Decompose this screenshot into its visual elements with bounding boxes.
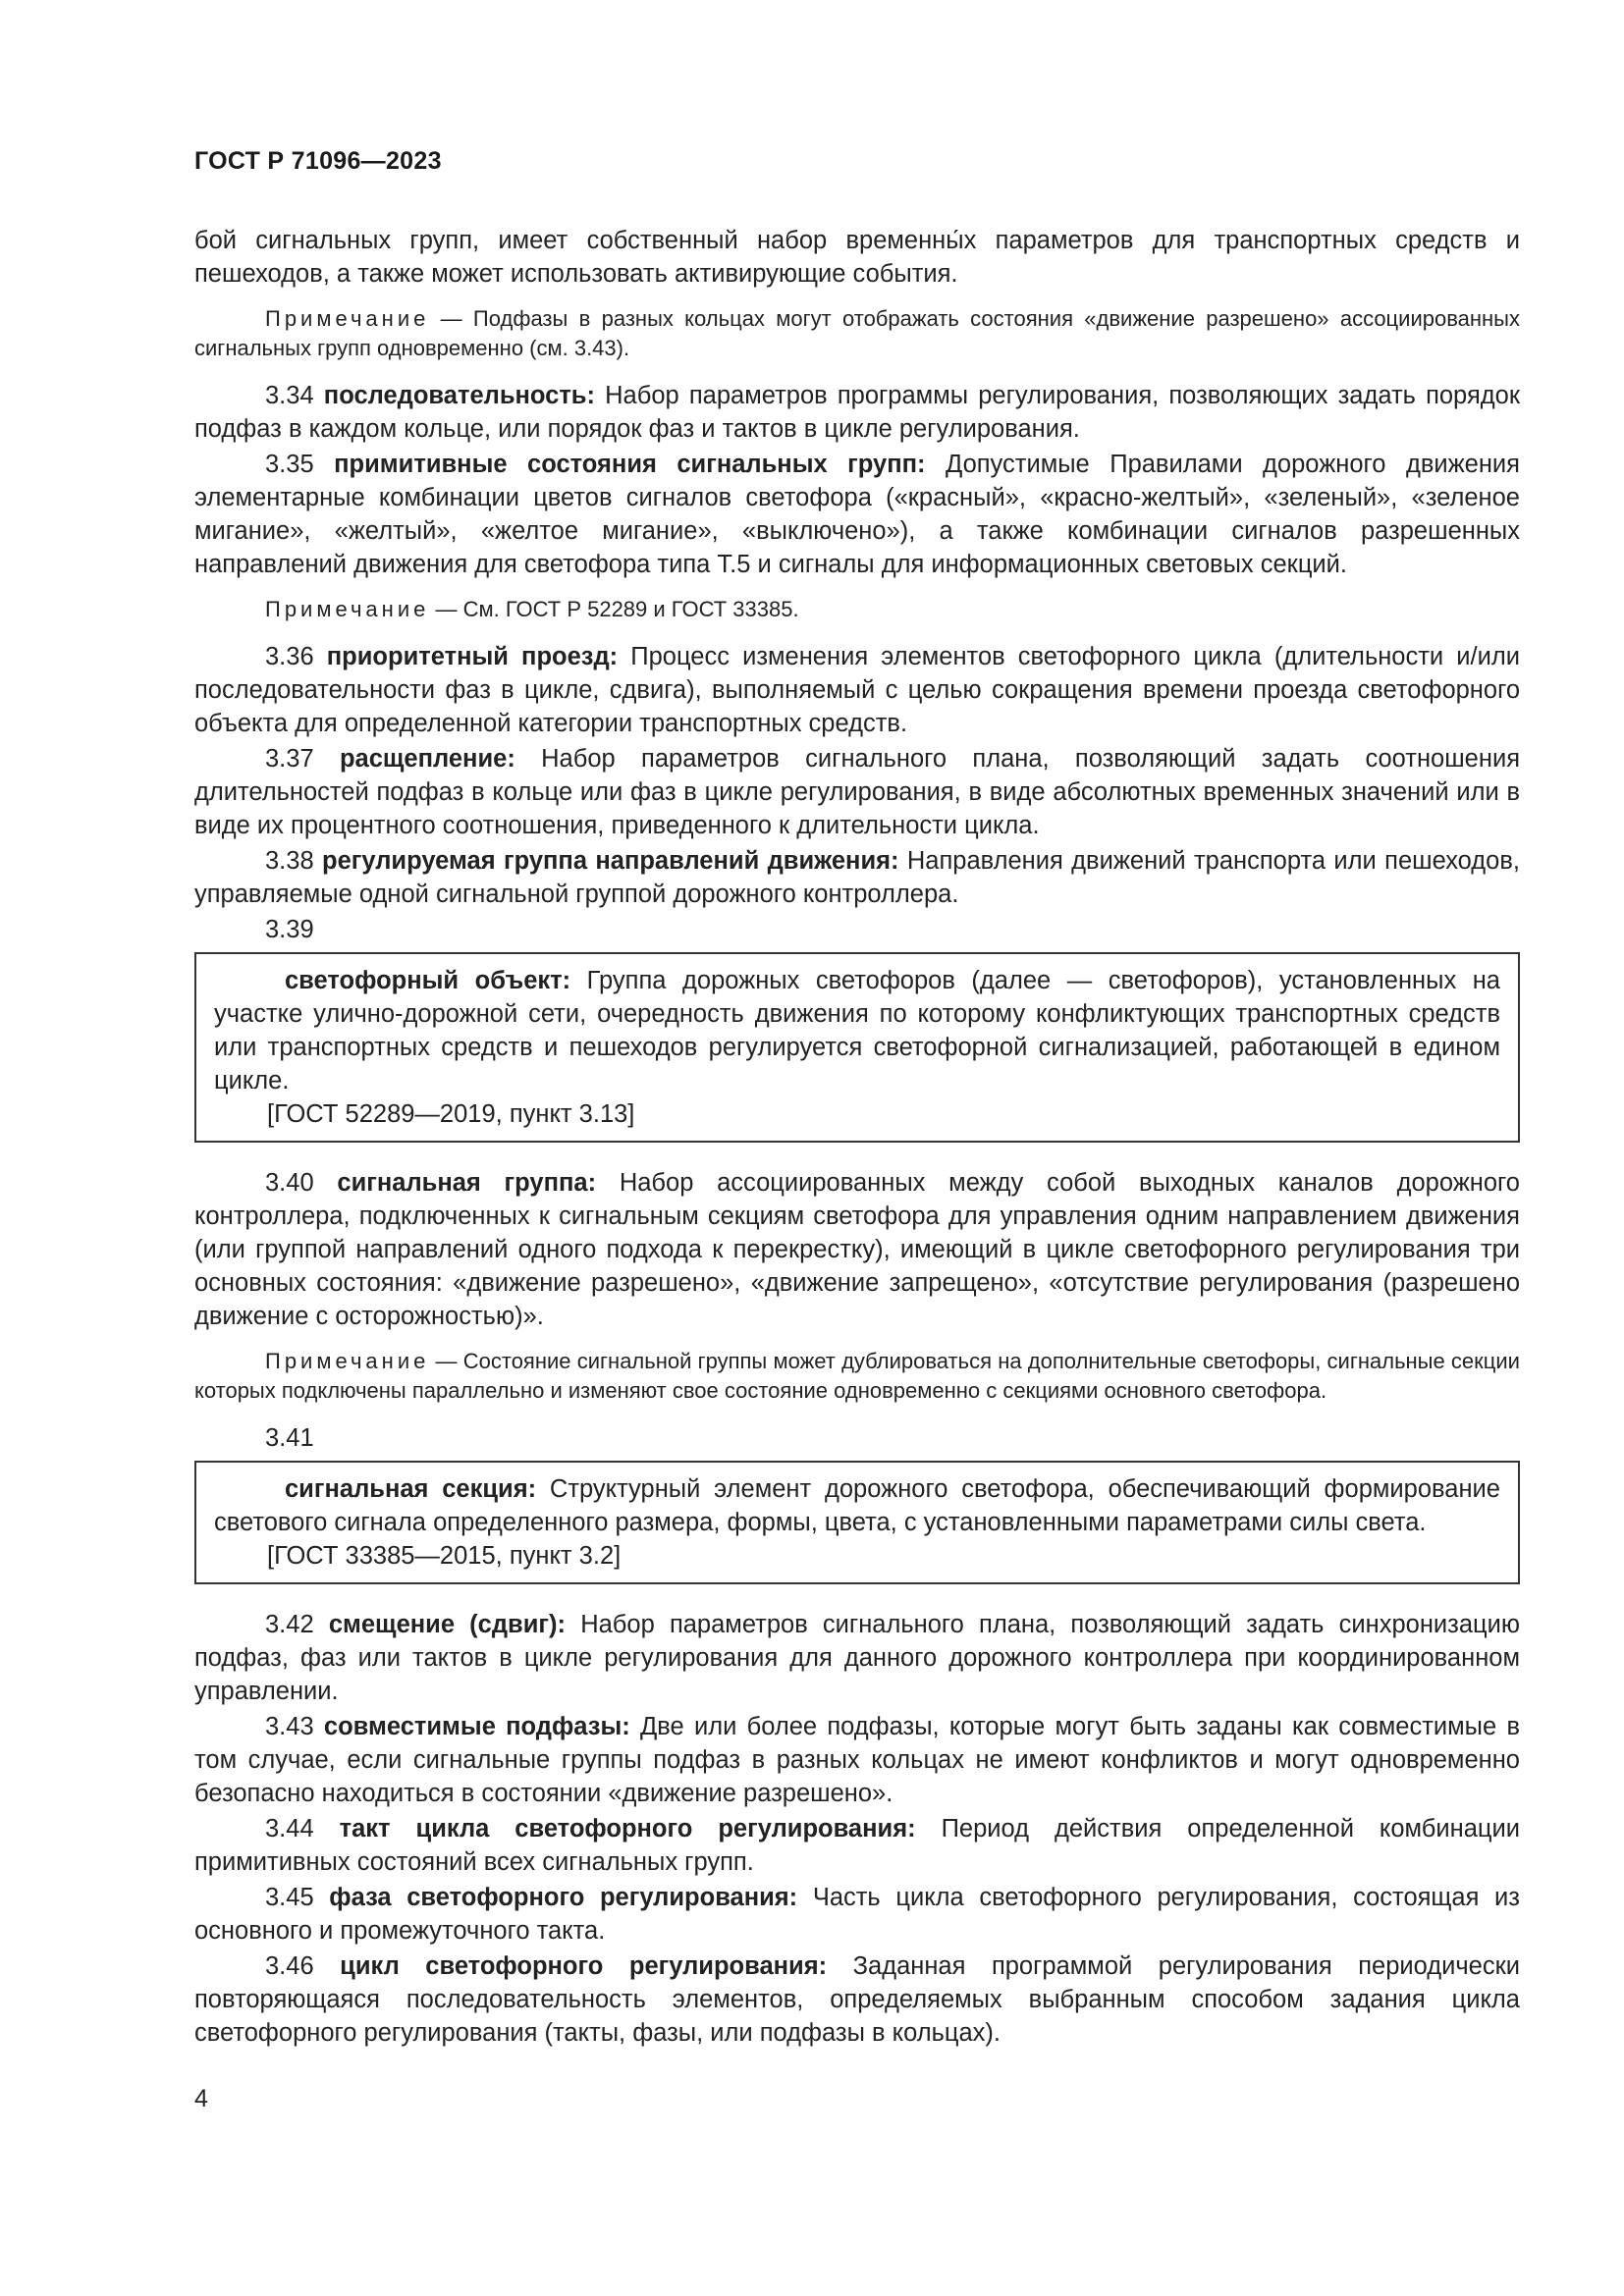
definition-3-46 <box>194 1949 1520 2050</box>
definition-3-34 <box>194 379 1520 446</box>
note-3 <box>194 1347 1520 1406</box>
note-text: — Состояние сигнальной группы может дублироваться на дополнительные светофоры, сигнальные секции которых подключены параллельно и изменяют свое состояние одновременно с секциями основного светофора. <box>194 1349 1520 1403</box>
definition-3-42 <box>194 1608 1520 1708</box>
note-1 <box>194 304 1520 363</box>
definition-text: Допустимые Правилами дорожного движения элементарные комбинации цветов сигналов светофора («красный», «красно-желтый», «зеленый», «зеленое мигание», «желтый», «желтое мигание», «выключено»), а также комбинации сигналов разрешенных направлений движения для светофора типа Т.5 и сигналы для информационных световых секций. <box>194 451 1520 578</box>
definition-term: совместимые подфазы: <box>323 1713 630 1740</box>
quoted-definition <box>214 964 1500 1097</box>
page-number: 4 <box>194 2085 208 2112</box>
note-label: Примечание <box>265 306 430 331</box>
definition-term: светофорный объект: <box>285 967 571 994</box>
document-body <box>194 224 1520 2052</box>
definition-number: 3.43 <box>265 1713 314 1740</box>
document-header: ГОСТ Р 71096—2023 <box>194 147 442 175</box>
definition-number: 3.42 <box>265 1611 314 1638</box>
definition-text: Набор ассоциированных между собой выходных каналов дорожного контроллера, подключенных к сигнальным секциям светофора для управления одним направлением движения (или группой направлений одного подхода к перекрестку), имеющий в цикле светофорного регулирования три основных состояния: «движение разрешено», «движение запрещено», «отсутствие регулирования (разрешено движение с осторожностью)». <box>194 1169 1520 1330</box>
definition-text: Набор параметров сигнального плана, позволяющий задать синхронизацию подфаз, фаз или тактов в цикле регулирования для данного дорожного контроллера при координированном управлении. <box>194 1611 1521 1705</box>
definition-3-35 <box>194 448 1520 581</box>
quoted-definition-box-3-41 <box>194 1461 1520 1584</box>
note-text: — См. ГОСТ Р 52289 и ГОСТ 33385. <box>435 597 799 621</box>
definition-3-37 <box>194 742 1520 842</box>
definition-term: фаза светофорного регулирования: <box>329 1884 798 1911</box>
definition-number: 3.38 <box>265 847 314 875</box>
definition-number: 3.46 <box>265 1952 314 1980</box>
definition-source: [ГОСТ 33385—2015, пункт 3.2] <box>267 1542 622 1570</box>
definition-text: Направления движений транспорта или пешеходов, управляемые одной сигнальной группой дорожного контроллера. <box>194 847 1520 908</box>
quoted-definition <box>214 1472 1500 1539</box>
definition-text: Период действия определенной комбинации примитивных состояний всех сигнальных групп. <box>194 1815 1520 1876</box>
definition-term: регулируемая группа направлений движения: <box>322 847 899 875</box>
definition-3-44 <box>194 1812 1520 1879</box>
definition-number: 3.45 <box>265 1884 314 1911</box>
note-text: — Подфазы в разных кольцах могут отображать состояния «движение разрешено» ассоциированных сигнальных групп одновременно (см. 3.43). <box>194 306 1520 360</box>
definition-3-39-number: 3.39 <box>265 916 314 943</box>
definition-number: 3.40 <box>265 1169 314 1197</box>
definition-term: приоритетный проезд: <box>326 643 619 670</box>
definition-text: Две или более подфазы, которые могут быть заданы как совместимые в том случае, если сигнальные группы подфаз в разных кольцах не имеют конфликтов и могут одновременно безопасно находиться в состоянии «движение разрешено». <box>194 1713 1520 1807</box>
definition-term: сигнальная секция: <box>285 1475 537 1503</box>
definition-text: Заданная программой регулирования периодически повторяющаяся последовательность элементов, определяемых выбранным способом задания цикла светофорного регулирования (такты, фазы, или подфазы в кольцах). <box>194 1952 1520 2047</box>
definition-number: 3.35 <box>265 451 314 478</box>
definition-text: Группа дорожных светофоров (далее — светофоров), установленных на участке улично-дорожной сети, очередность движения по которому конфликтующих транспортных средств или транспортных средств и пешеходов регулируется светофорной сигнализацией, работающей в едином цикле. <box>214 967 1500 1095</box>
definition-term: сигнальная группа: <box>337 1169 597 1197</box>
definition-number: 3.44 <box>265 1815 314 1842</box>
definition-number: 3.36 <box>265 643 314 670</box>
definition-term: последовательность: <box>323 382 595 409</box>
definition-text: Набор параметров программы регулирования, позволяющих задать порядок подфаз в каждом кольце, или порядок фаз и тактов в цикле регулирования. <box>194 382 1520 443</box>
definition-3-38 <box>194 844 1520 911</box>
definition-text: Структурный элемент дорожного светофора, обеспечивающий формирование светового сигнала определенного размера, формы, цвета, с установленными параметрами силы света. <box>214 1475 1500 1536</box>
note-label: Примечание <box>265 597 430 621</box>
quoted-definition-box-3-39 <box>194 952 1520 1143</box>
note-2 <box>194 595 1520 624</box>
definition-3-36 <box>194 640 1520 740</box>
definition-term: цикл светофорного регулирования: <box>340 1952 828 1980</box>
definition-term: смещение (сдвиг): <box>328 1611 567 1638</box>
definition-term: примитивные состояния сигнальных групп: <box>334 451 926 478</box>
note-label: Примечание <box>265 1349 430 1373</box>
definition-3-45 <box>194 1881 1520 1948</box>
definition-3-43 <box>194 1710 1520 1810</box>
definition-number: 3.34 <box>265 382 314 409</box>
definition-3-40 <box>194 1166 1520 1333</box>
definition-number: 3.37 <box>265 745 314 773</box>
intro-paragraph: бой сигнальных групп, имеет собственный набор временны́х параметров для транспортных средств и пешеходов, а также может использовать активирующие события. <box>194 227 1520 288</box>
definition-source: [ГОСТ 52289—2019, пункт 3.13] <box>267 1100 635 1128</box>
definition-text: Процесс изменения элементов светофорного цикла (длительности и/или последовательности фаз в цикле, сдвига), выполняемый с целью сокращения времени проезда светофорного объекта для определенной категории транспортных средств. <box>194 643 1520 737</box>
definition-term: расщепление: <box>339 745 515 773</box>
definition-term: такт цикла светофорного регулирования: <box>339 1815 916 1842</box>
definition-text: Набор параметров сигнального плана, позволяющий задать соотношения длительностей подфаз в кольце или фаз в цикле регулирования, в виде абсолютных временных значений или в виде их процентного соотношения, приведенного к длительности цикла. <box>194 745 1521 839</box>
definition-3-41-number: 3.41 <box>265 1424 314 1452</box>
definition-text: Часть цикла светофорного регулирования, состоящая из основного и промежуточного такта. <box>194 1884 1520 1945</box>
